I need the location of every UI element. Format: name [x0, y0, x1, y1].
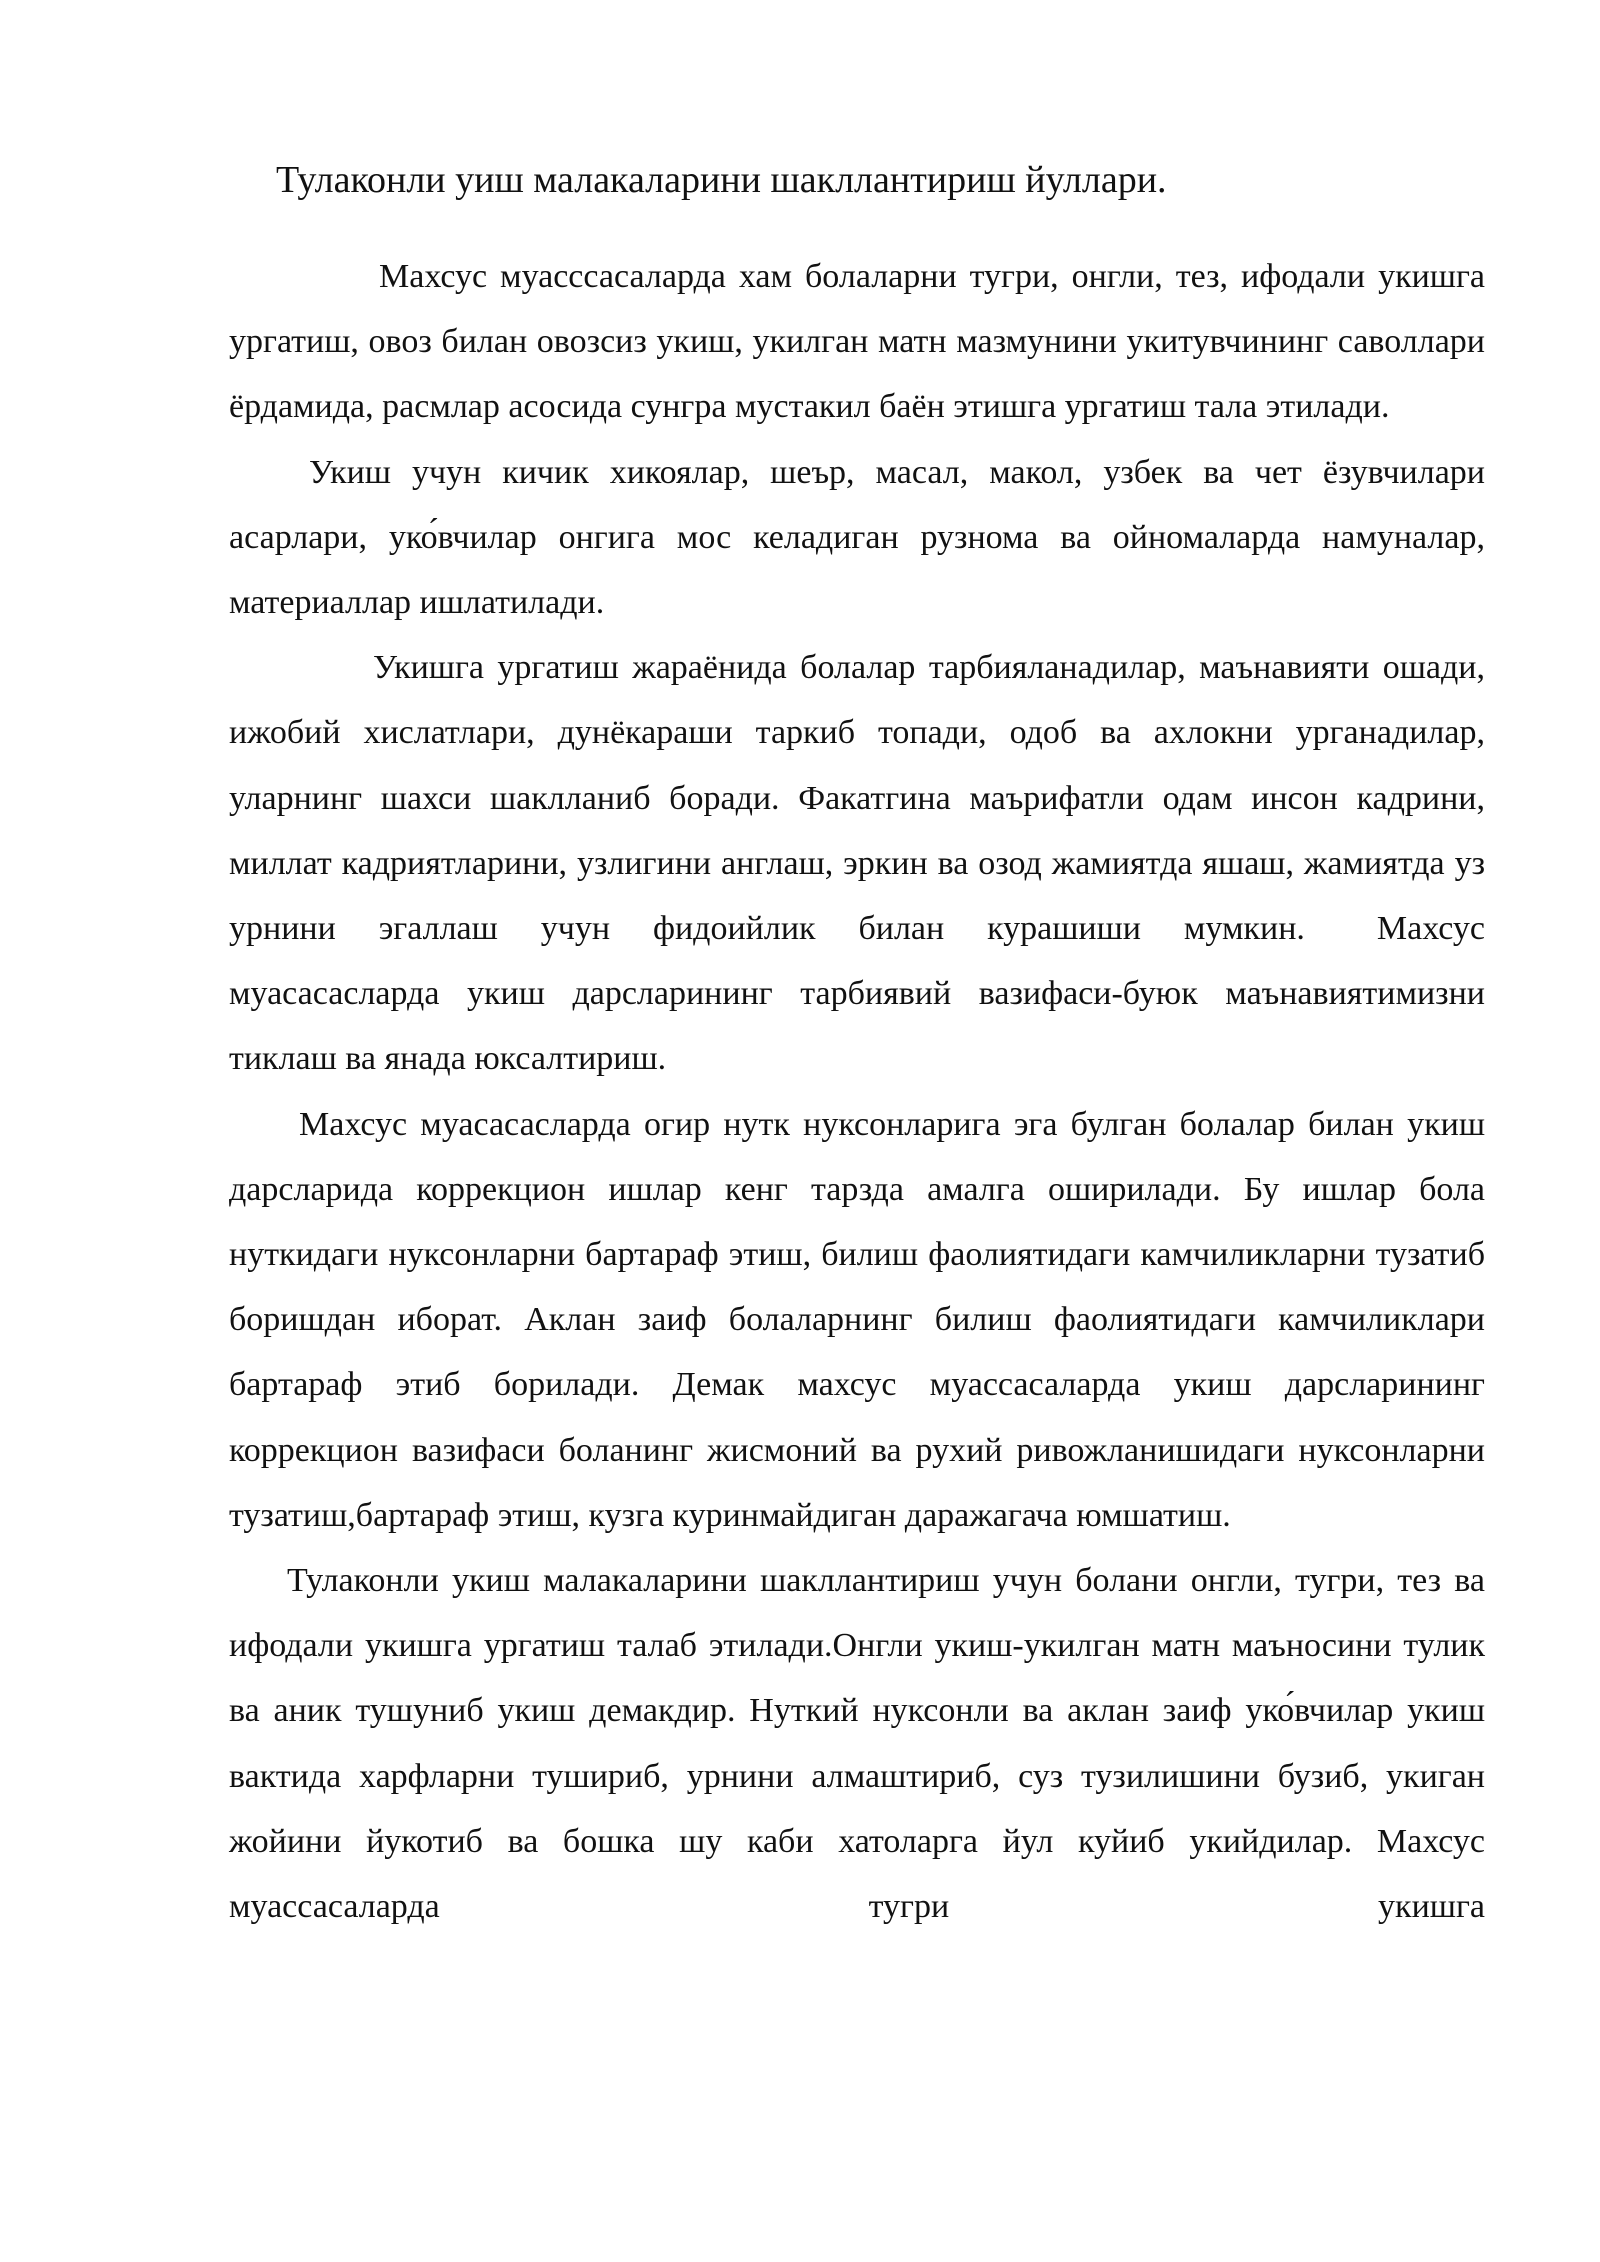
document-title: Тулаконли уиш малакаларини шакллантириш йуллари.	[276, 159, 1167, 201]
paragraph-6: Тулаконли укиш малакаларини шакллантириш учун болани онгли, тугри, тез ва ифодали укишга ургатиш талаб этилади.Онгли укиш-укилган матн маъносини тулик ва аник тушуниб укиш демакдир. Нуткий нуксонли ва аклан заиф уко́вчилар укиш вактида харфларни тушириб, урнини алмаштириб, суз тузилишини бузиб, укиган жойини йукотиб ва бошка шу каби хатоларга йул куйиб укийдилар. Махсус муассасаларда тугри укишга	[229, 1562, 1485, 1926]
paragraph-3-text: Укишга ургатиш жараёнида болалар тарбияланадилар, маънавияти ошади, ижобий хислатлари, дунёкараши таркиб топади, одоб ва ахлокни урганадилар, уларнинг шахси шаклланиб боради. Факатгина маърифатли одам инсон кадрини, миллат кадриятларини, узлигини англаш, эркин ва озод жамиятда яшаш, жамиятда уз урнини эгаллаш учун фидоийлик билан курашиши мумкин.	[229, 649, 1485, 948]
paragraph-4-text: Махсус муасасасларда укиш дарсларининг тарбиявий вазифаси-буюк маънавиятимизни тиклаш ва янада юксалтириш.	[229, 910, 1485, 1078]
paragraph-5: Махсус муасасасларда огир нутк нуксонларига эга булган болалар билан укиш дарсларида коррекцион ишлар кенг тарзда амалга оширилади. Бу ишлар бола нуткидаги нуксонларни бартараф этиш, билиш фаолиятидаги камчиликларни тузатиб боришдан иборат. Аклан заиф болаларнинг билиш фаолиятидаги камчиликлари бартараф этиб борилади. Демак махсус муассасаларда укиш дарсларининг коррекцион вазифаси боланинг жисмоний ва рухий ривожланишидаги нуксонларни тузатиш,бартараф этиш, кузга куринмайдиган даражагача юмшатиш.	[229, 1105, 1485, 1534]
paragraph-3	[229, 635, 1485, 1091]
document-body	[229, 244, 1485, 1939]
paragraph-1: Махсус муасссасаларда хам болаларни тугри, онгли, тез, ифодали укишга ургатиш, овоз билан овозсиз укиш, укилган матн мазмунини укитувчининг саволлари ёрдамида, расмлар асосида сунгра мустакил баён этишга ургатиш тала этилади.	[229, 258, 1485, 426]
paragraph-2: Укиш учун кичик хикоялар, шеър, масал, макол, узбек ва чет ёзувчилари асарлари, уко́вчилар онгига мос келадиган рузнома ва ойномаларда намуналар, материаллар ишлатилади.	[229, 453, 1485, 622]
